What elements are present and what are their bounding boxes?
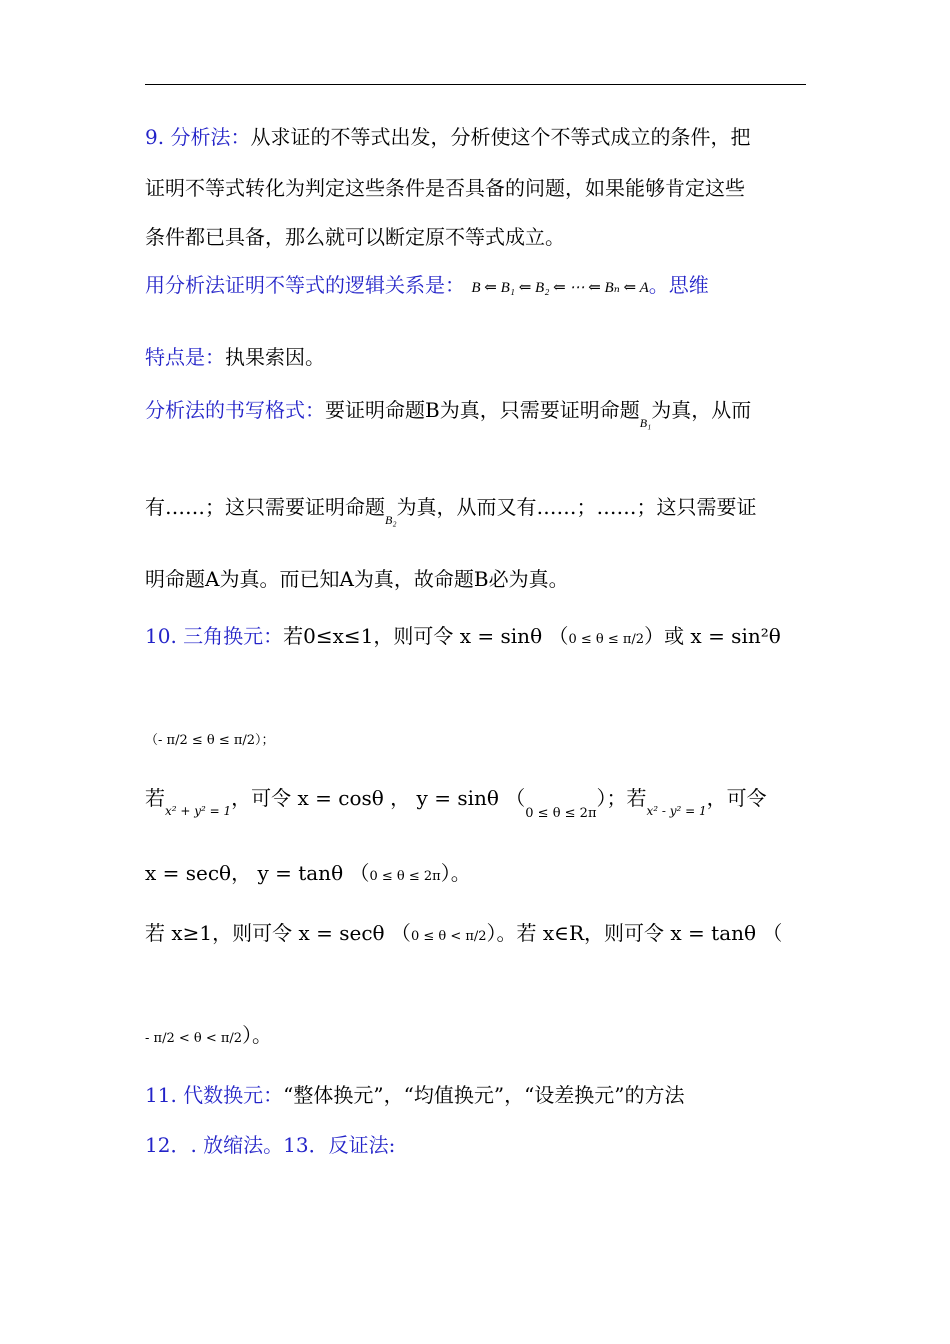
- s10-t3a: 若: [145, 786, 165, 810]
- s10-line2: [145, 720, 815, 754]
- header-rule: [145, 84, 806, 85]
- s9-line2: 证明不等式转化为判定这些条件是否具备的问题，如果能够肯定这些: [145, 176, 745, 200]
- format-text-3: 有……；这只需要证明命题: [145, 495, 385, 519]
- s10-t3b: ，可令 x = cosθ ， y = sinθ （: [231, 786, 526, 810]
- s10-t4: x = secθ， y = tanθ （: [145, 861, 370, 885]
- s10-t3-eq1: x² + y² = 1: [165, 804, 232, 818]
- s10-t4b: ）。: [440, 861, 471, 885]
- s10-t2: （- π/2 ≤ θ ≤ π/2）；: [145, 733, 275, 748]
- format-text-1: 要证明命题B为真，只需要证明命题: [325, 398, 640, 422]
- s11-line: [145, 1078, 815, 1112]
- s12-line: 12．. 放缩法。13．反证法:: [145, 1133, 396, 1157]
- s10-line3: [145, 781, 815, 821]
- s10-t1-b: ）或 x = sin²θ: [644, 624, 781, 648]
- s10-line5: [145, 916, 815, 950]
- format-label: 分析法的书写格式：: [145, 398, 325, 422]
- s9-feature-line: [145, 340, 815, 374]
- s10-t6b: ）。: [242, 1023, 273, 1047]
- s10-t5-cond: 0 ≤ θ < π/2: [410, 929, 487, 944]
- s10-t5a: 若 x≥1，则可令 x = secθ （: [145, 921, 411, 945]
- format-B2: B₂: [385, 513, 397, 527]
- s10-t4-cond: 0 ≤ θ ≤ 2π: [369, 869, 441, 884]
- s9-line3: 条件都已具备，那么就可以断定原不等式成立。: [145, 225, 565, 249]
- format-text-2: 为真，从而: [651, 398, 752, 422]
- s10-heading: 10. 三角换元：: [145, 624, 284, 648]
- s9-format-line1: [145, 393, 815, 430]
- s10-t1-cond: 0 ≤ θ ≤ π/2: [568, 632, 645, 647]
- s10-t3-eq2: x² - y² = 1: [646, 804, 707, 818]
- s10-t3c: ）；若: [596, 786, 647, 810]
- logic-formula: B ⇐ B₁ ⇐ B₂ ⇐ ⋯ ⇐ Bₙ ⇐ A: [471, 280, 649, 296]
- s10-t1: 若0≤x≤1，则可令 x = sinθ （: [283, 624, 569, 648]
- s9-line1-text: 从求证的不等式出发，分析使这个不等式成立的条件，把: [250, 125, 751, 149]
- s11-heading: 11. 代数换元：: [145, 1083, 284, 1107]
- s10-t5b: ）。若 x∈R，则可令 x = tanθ （: [486, 921, 783, 945]
- s9-format-line3: 明命题A为真。而已知A为真，故命题B必为真。: [145, 567, 569, 591]
- s11-text: “整体换元”，“均值换元”，“设差换元”的方法: [283, 1083, 685, 1107]
- logic-label: 用分析法证明不等式的逻辑关系是：: [145, 273, 465, 297]
- s10-t3d: ，可令: [706, 786, 767, 810]
- feature-text: 执果索因。: [225, 345, 325, 369]
- s10-line1: [145, 619, 815, 653]
- format-B1: B₁: [639, 416, 652, 430]
- format-text-4: 为真，从而又有……；……；这只需要证: [396, 495, 757, 519]
- s10-t6: - π/2 < θ < π/2: [145, 1031, 243, 1046]
- s10-line6: [145, 1018, 815, 1052]
- logic-end: 。思维: [648, 273, 709, 297]
- s10-t3-cond: 0 ≤ θ ≤ 2π: [525, 806, 597, 821]
- s9-logic-line: [145, 268, 815, 302]
- s9-heading: 9. 分析法：: [145, 125, 251, 149]
- feature-label: 特点是：: [145, 345, 225, 369]
- s9-line1: [145, 120, 815, 154]
- s9-format-line2: [145, 490, 815, 527]
- s10-line4: [145, 856, 815, 890]
